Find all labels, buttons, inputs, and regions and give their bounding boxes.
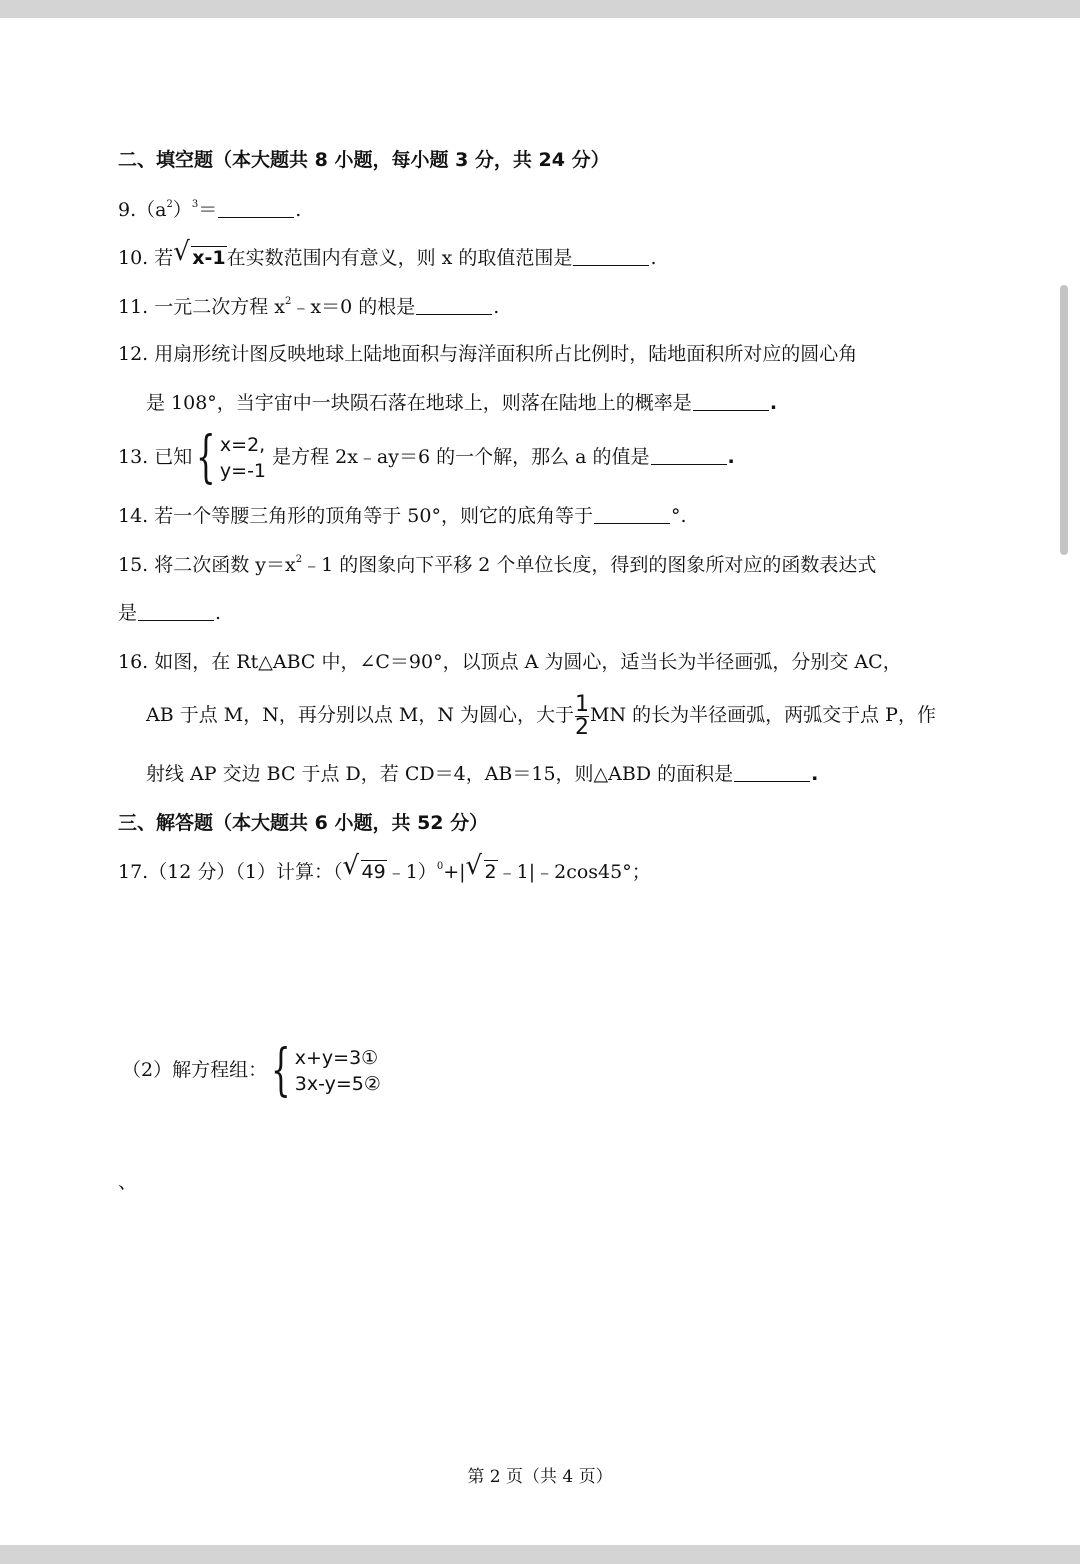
question-16-line-3 (146, 762, 818, 786)
q9-suffix: ＝ (198, 199, 218, 221)
section-3-title: 三、解答题（本大题共 6 小题，共 52 分） (118, 812, 489, 834)
question-10 (118, 237, 657, 270)
radical-sign-icon: √ (173, 237, 190, 267)
left-brace-icon: { (196, 425, 216, 490)
answer-blank[interactable] (734, 763, 810, 782)
q17-part1-prefix: 17.（12 分）（1）计算：（ (118, 861, 343, 883)
question-17-part-2 (122, 1038, 381, 1103)
q9-mid: ） (172, 199, 192, 221)
question-12-line-2 (146, 391, 777, 415)
answer-blank[interactable] (693, 392, 769, 411)
q9-end: . (295, 199, 302, 221)
q11-prefix: 11. 一元二次方程 x (118, 296, 286, 318)
q12-line2: 是 108°，当宇宙中一块陨石落在地球上，则落在陆地上的概率是 (146, 392, 692, 414)
q16-line3: 射线 AP 交边 BC 于点 D，若 CD＝4，AB＝15，则△ABD 的面积是 (146, 763, 734, 785)
system-eq-2: 3x-y=5② (294, 1073, 381, 1095)
q11-sup: 2 (285, 296, 292, 307)
q10-end: . (650, 247, 657, 269)
section-2-title: 二、填空题（本大题共 8 小题，每小题 3 分，共 24 分） (118, 149, 610, 171)
q17-sup0: 0 (436, 861, 444, 872)
fraction-one-half (575, 691, 590, 740)
sqrt-2 (465, 851, 498, 884)
q13-suffix: 是方程 2x﹣ay＝6 的一个解，那么 a 的值是 (272, 446, 650, 468)
q10-radicand: x-1 (192, 247, 226, 269)
q15-sup: 2 (295, 554, 303, 565)
question-16-line-1: 16. 如图，在 Rt△ABC 中，∠C＝90°，以顶点 A 为圆心，适当长为半径画弧，分别交 AC， (118, 651, 902, 673)
q17-part1-plus: +| (443, 861, 466, 883)
stray-mark: 、 (118, 1171, 138, 1193)
q9-sup2: 3 (191, 199, 199, 210)
q11-suffix: ﹣x＝0 的根是 (291, 296, 416, 318)
question-12-line-1: 12. 用扇形统计图反映地球上陆地面积与海洋面积所占比例时，陆地面积所对应的圆心角 (118, 343, 858, 365)
q15-end: . (215, 602, 222, 624)
q17-radicand-2: 2 (484, 861, 497, 883)
q12-end: . (769, 392, 778, 414)
q15-line2: 是 (118, 602, 138, 624)
q17-part2-prefix: （2）解方程组： (122, 1059, 268, 1081)
q15-suffix: ﹣1 的图象向下平移 2 个单位长度，得到的图象所对应的函数表达式 (302, 554, 877, 576)
question-15-line-2 (118, 601, 221, 625)
left-brace-icon: { (271, 1038, 291, 1103)
q11-end: . (493, 296, 500, 318)
q16-line2a: AB 于点 M，N，再分别以点 M，N 为圆心，大于 (146, 704, 575, 726)
q14-prefix: 14. 若一个等腰三角形的顶角等于 50°，则它的底角等于 (118, 505, 593, 527)
fraction-denominator: 2 (575, 714, 590, 740)
question-15-line-1 (118, 553, 876, 577)
system-eq-1: x=2, (219, 434, 266, 456)
answer-blank[interactable] (138, 602, 214, 621)
answer-blank[interactable] (651, 446, 727, 465)
radical-sign-icon: √ (342, 851, 360, 881)
q17-part1-mid: ﹣1） (386, 861, 437, 883)
q16-line2b: MN 的长为半径画弧，两弧交于点 P，作 (590, 704, 936, 726)
q13-end: . (727, 446, 735, 468)
question-9 (118, 198, 301, 222)
question-13 (118, 425, 735, 490)
q16-end: . (811, 763, 819, 785)
q14-end: °. (670, 505, 687, 527)
radical-sign-icon: √ (465, 851, 483, 881)
q10-suffix: 在实数范围内有意义，则 x 的取值范围是 (226, 247, 573, 269)
q17-part1-suffix: ﹣1|﹣2cos45°； (497, 861, 651, 883)
q9-sup1: 2 (166, 199, 173, 210)
answer-blank[interactable] (594, 505, 670, 524)
q17-radicand-1: 49 (361, 861, 386, 883)
question-16-line-2 (146, 690, 936, 740)
equation-system (295, 1045, 381, 1097)
answer-blank[interactable] (218, 199, 294, 218)
system-eq-1: x+y=3① (294, 1047, 379, 1069)
answer-blank[interactable] (416, 296, 492, 315)
question-11 (118, 295, 499, 319)
q9-prefix: 9.（a (118, 199, 167, 221)
q15-prefix: 15. 将二次函数 y＝x (118, 554, 296, 576)
question-14 (118, 504, 687, 528)
question-17-part-1 (118, 851, 651, 884)
sqrt-expression (173, 237, 226, 270)
bottom-border (0, 1545, 1080, 1564)
answer-blank[interactable] (573, 247, 649, 266)
equation-system (220, 432, 266, 484)
fraction-numerator: 1 (575, 691, 590, 717)
system-eq-2: y=-1 (219, 460, 267, 482)
q10-prefix: 10. 若 (118, 247, 174, 269)
q13-prefix: 13. 已知 (118, 446, 193, 468)
page-footer: 第 2 页（共 4 页） (467, 1467, 613, 1487)
sqrt-49 (342, 851, 387, 884)
